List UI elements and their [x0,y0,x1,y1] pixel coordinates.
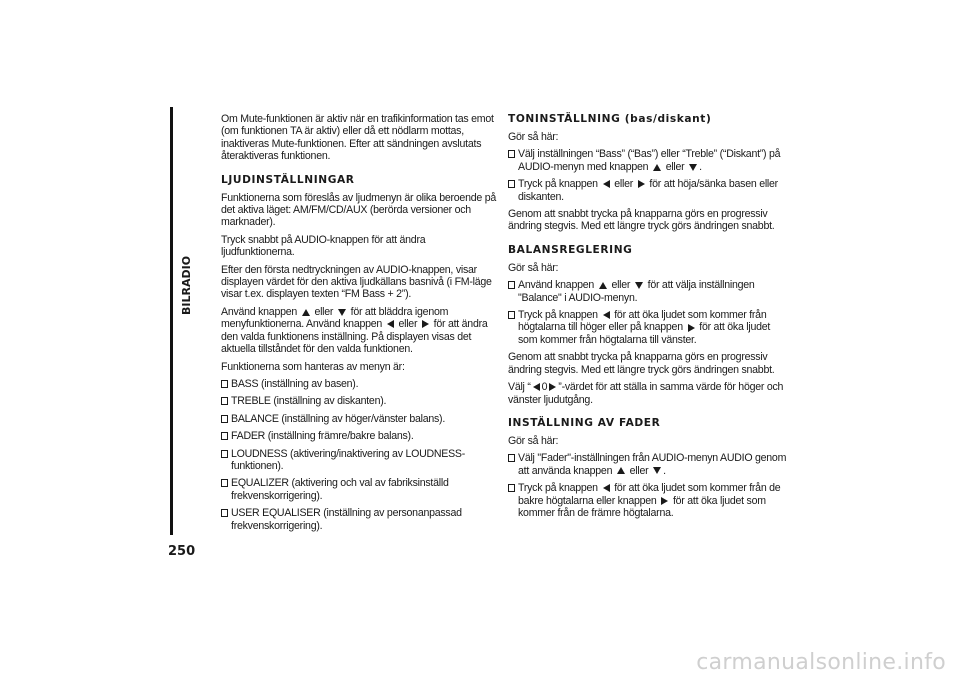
checkbox-icon [221,415,228,423]
arrow-down-icon [689,164,697,171]
arrow-left-icon [533,383,540,391]
checkbox-icon [221,432,228,440]
list-item: Välj "Fader"-inställningen från AUDIO-menyn AUDIO genom att använda knappen eller . [508,452,790,477]
list-item: BALANCE (inställning av höger/vänster balans). [221,413,496,425]
heading-ljudinstallningar: LJUDINSTÄLLNINGAR [221,173,355,186]
list-item: USER EQUALISER (inställning av personanpassad frekvenskorrigering). [221,507,496,532]
checkbox-icon [221,479,228,487]
checkbox-icon [221,450,228,458]
arrow-down-icon [635,282,643,289]
arrow-up-icon [617,467,625,474]
list-item: Tryck på knappen för att öka ljudet som kommer från högtalarna till höger eller på knappen för att öka ljudet som kommer från högtalarna till vänster. [508,309,790,346]
heading-installning-av-fader: INSTÄLLNING AV FADER [508,416,661,429]
functions-intro: Funktionerna som hanteras av menyn är: [221,360,405,373]
checkbox-icon [508,454,515,462]
arrow-right-icon [661,497,668,505]
arrow-right-icon [422,320,429,328]
list-item: TREBLE (inställning av diskanten). [221,395,496,407]
arrow-up-icon [302,309,310,316]
sidebar-rule [170,107,173,535]
arrow-down-icon [338,309,346,316]
list-item: Tryck på knappen eller för att höja/sänka basen eller diskanten. [508,178,790,203]
checkbox-icon [221,509,228,517]
checkbox-icon [508,180,515,188]
arrow-right-icon [688,324,695,332]
navigate-paragraph: Använd knappen eller för att bläddra igenom menyfunktionerna. Använd knappen eller för att ändra den valda funktionens inställning. På displayen visas det aktuella tillståndet för den valda funktionen. [221,305,488,356]
checkbox-icon [221,380,228,388]
list-item: LOUDNESS (aktivering/inaktivering av LOUDNESS-funktionen). [221,448,496,473]
arrow-left-icon [387,320,394,328]
audio-button-paragraph: Tryck snabbt på AUDIO-knappen för att ändra ljudfunktionerna. [221,233,426,259]
fader-intro: Gör så här: [508,434,559,447]
arrow-left-icon [603,311,610,319]
arrow-left-icon [603,180,610,188]
page-number: 250 [168,544,196,559]
right-column [508,113,790,524]
list-item: Välj inställningen “Bass” (“Bas”) eller “Treble” (“Diskant”) på AUDIO-menyn med knappen eller . [508,148,790,173]
arrow-left-icon [603,484,610,492]
watermark: carmanualsonline.info [696,650,946,675]
arrow-down-icon [653,467,661,474]
heading-balansreglering: BALANSREGLERING [508,243,633,256]
checkbox-icon [508,281,515,289]
mute-intro: Om Mute-funktionen är aktiv när en trafikinformation tas emot (om funktionen TA är aktiv) eller då ett nödlarm mottas, inaktiveras Mute-funktionen. Efter att sändningen avslutats återaktiveras funktionen. [221,113,494,163]
arrow-right-icon [549,383,556,391]
checkbox-icon [508,311,515,319]
balance-intro: Gör så här: [508,261,559,274]
list-item: BASS (inställning av basen). [221,378,496,390]
arrow-up-icon [599,282,607,289]
checkbox-icon [508,484,515,492]
tone-progressive-paragraph: Genom att snabbt trycka på knapparna görs en progressiv ändring stegvis. Med ett längre tryck görs ändringen snabbt. [508,208,775,233]
list-item: Tryck på knappen för att öka ljudet som kommer från de bakre högtalarna eller knappen för att öka ljudet som kommer från de främre högtalarna. [508,482,790,519]
heading-toninstallning: TONINSTÄLLNING (bas/diskant) [508,113,712,125]
first-press-paragraph: Efter den första nedtryckningen av AUDIO-knappen, visar displayen värdet för den aktiva ljudkällans basnivå (i FM-läge visar t.ex. displayen texten “FM Bass + 2”). [221,263,492,301]
checkbox-icon [221,397,228,405]
list-item: EQUALIZER (aktivering och val av fabriksinställd frekvenskorrigering). [221,477,496,502]
tone-intro: Gör så här: [508,131,559,143]
arrow-right-icon [638,180,645,188]
balance-zero-paragraph: Välj “ 0 ”-värdet för att ställa in samma värde för höger och vänster ljudutgång. [508,381,784,406]
list-item: Använd knappen eller för att välja inställningen "Balance" i AUDIO-menyn. [508,279,790,304]
balance-progressive-paragraph: Genom att snabbt trycka på knapparna görs en progressiv ändring stegvis. Med ett längre tryck görs ändringen snabbt. [508,351,775,376]
left-column [221,113,496,537]
list-item: FADER (inställning främre/bakre balans). [221,430,496,442]
checkbox-icon [508,150,515,158]
audio-modes-paragraph: Funktionerna som föreslås av ljudmenyn är olika beroende på det aktiva läget: AM/FM/CD/AUX (berörda versioner och marknader). [221,191,496,229]
arrow-up-icon [653,164,661,171]
section-label: BILRADIO [180,255,193,315]
